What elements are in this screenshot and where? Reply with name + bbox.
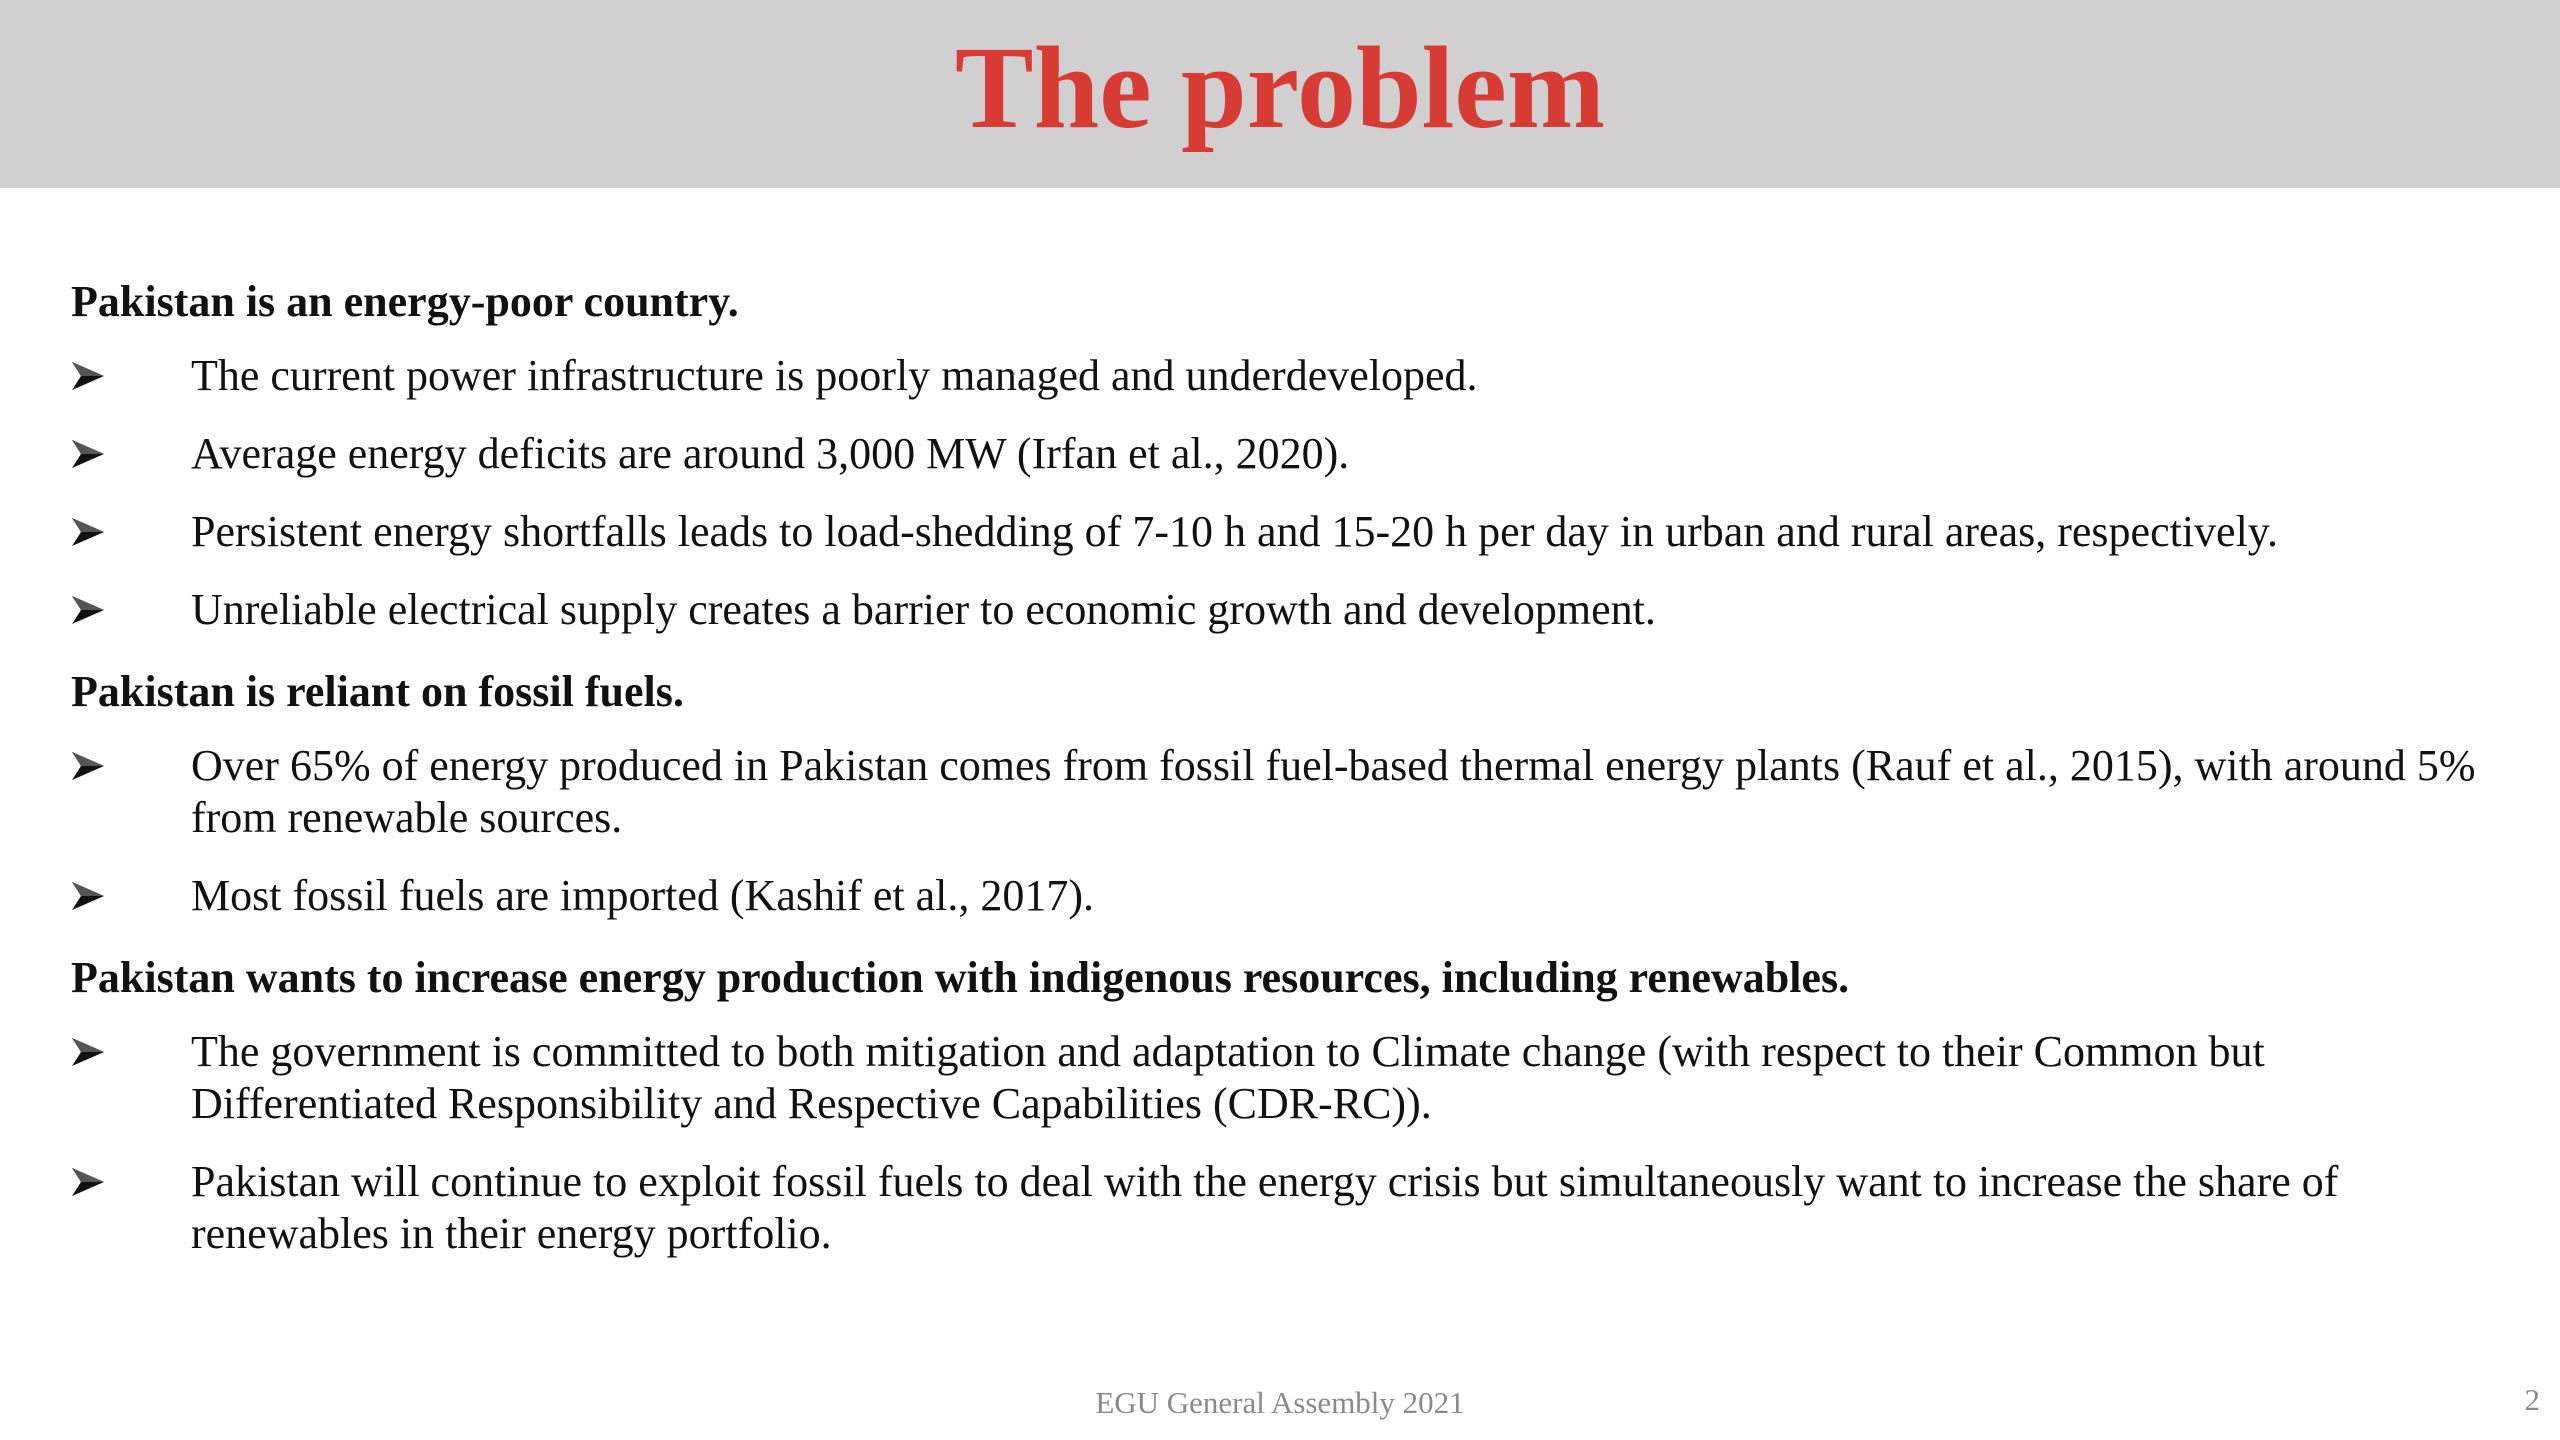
section-fossil-fuels: [71, 662, 2501, 922]
bullet-item: [71, 870, 2501, 922]
bullet-item: [71, 350, 2501, 402]
arrowhead-bullet-icon: [71, 350, 191, 402]
footer-text: EGU General Assembly 2021: [1095, 1385, 1465, 1420]
arrowhead-bullet-icon: [71, 428, 191, 480]
bullet-item: [71, 740, 2501, 844]
bullet-text: Persistent energy shortfalls leads to load-shedding of 7-10 h and 15-20 h per day in urban and rural areas, respectively.: [191, 507, 2278, 556]
slide-content: [71, 272, 2501, 1286]
bullet-text: Over 65% of energy produced in Pakistan comes from fossil fuel-based thermal energy plants (Rauf et al., 2015), with around 5% from renewable sources.: [191, 741, 2476, 842]
section-heading: Pakistan is reliant on fossil fuels.: [71, 667, 684, 716]
bullet-text: Pakistan will continue to exploit fossil fuels to deal with the energy crisis but simultaneously want to increase the share of renewables in their energy portfolio.: [191, 1157, 2339, 1258]
bullet-text: Most fossil fuels are imported (Kashif et al., 2017).: [191, 871, 1095, 920]
arrowhead-bullet-icon: [71, 506, 191, 558]
section-heading: Pakistan is an energy-poor country.: [71, 277, 739, 326]
bullet-text: The government is committed to both mitigation and adaptation to Climate change (with respect to their Common but Differentiated Responsibility and Respective Capabilities (CDR-RC)).: [191, 1027, 2265, 1128]
bullet-item: [71, 506, 2501, 558]
arrowhead-bullet-icon: [71, 740, 191, 792]
arrowhead-bullet-icon: [71, 584, 191, 636]
bullet-item: [71, 1026, 2501, 1130]
page-number: 2: [2524, 1382, 2540, 1417]
bullet-item: [71, 1156, 2501, 1260]
section-energy-poor: [71, 272, 2501, 636]
slide-title: The problem: [954, 22, 1606, 153]
section-indigenous-resources: [71, 948, 2501, 1260]
bullet-text: The current power infrastructure is poorly managed and underdeveloped.: [191, 351, 1478, 400]
bullet-text: Unreliable electrical supply creates a barrier to economic growth and development.: [191, 585, 1656, 634]
section-heading: Pakistan wants to increase energy production with indigenous resources, including renewables.: [71, 953, 1850, 1002]
arrowhead-bullet-icon: [71, 870, 191, 922]
bullet-item: [71, 584, 2501, 636]
arrowhead-bullet-icon: [71, 1156, 191, 1208]
arrowhead-bullet-icon: [71, 1026, 191, 1078]
bullet-item: [71, 428, 2501, 480]
bullet-text: Average energy deficits are around 3,000 MW (Irfan et al., 2020).: [191, 429, 1350, 478]
title-bar: [0, 0, 2560, 188]
